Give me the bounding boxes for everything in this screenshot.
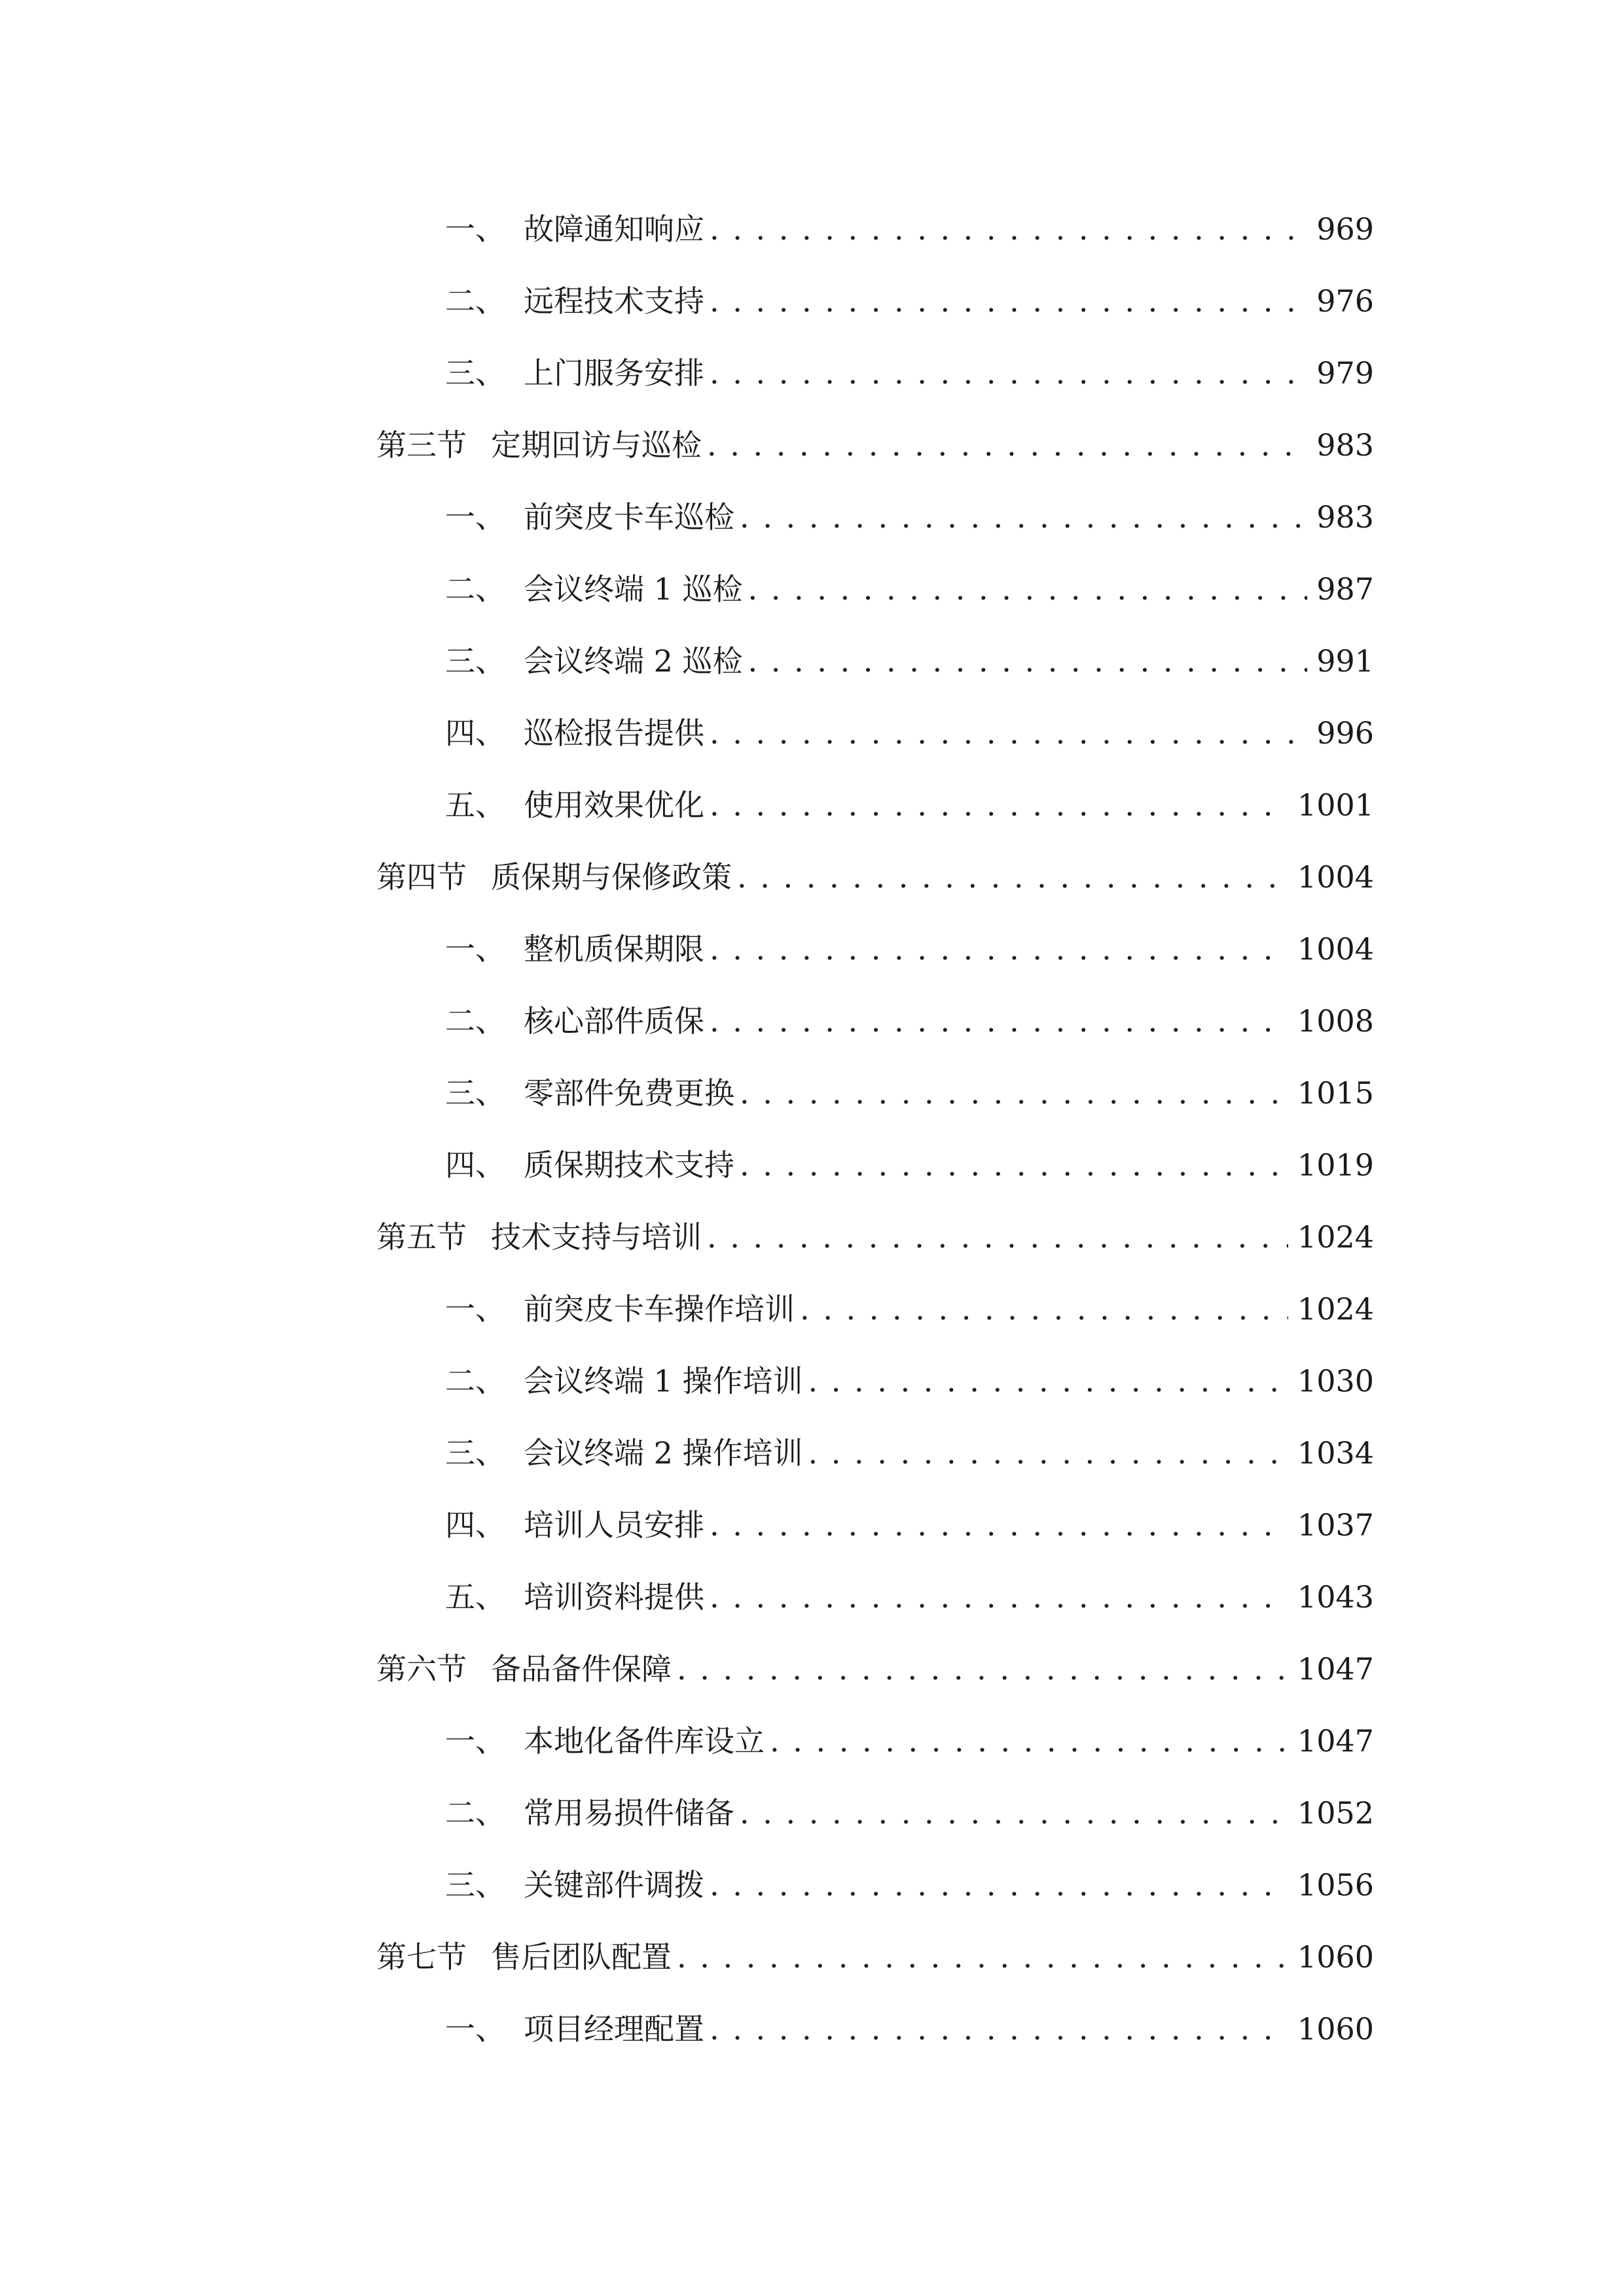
dot-leader [710,1571,1288,1623]
toc-entry-title: 关键部件调拨 [524,1867,704,1903]
toc-entry-title: 常用易损件储备 [524,1795,734,1831]
dot-leader [677,1643,1288,1695]
toc-entry-number: 三、 [445,643,505,679]
toc-entry-title: 培训人员安排 [524,1507,704,1543]
dot-leader [710,203,1307,255]
toc-entry-title: 核心部件质保 [524,1003,704,1039]
toc-entry-number: 第四节 [376,859,467,895]
toc-entry[interactable] [445,1715,1374,1767]
dot-leader [808,1355,1288,1407]
toc-entry[interactable] [445,1499,1374,1551]
dot-leader [707,1211,1288,1263]
dot-leader [710,1859,1288,1911]
dot-leader [710,347,1307,399]
toc-entry-number: 四、 [445,1147,505,1183]
toc-entry-title: 培训资料提供 [524,1579,704,1615]
dot-leader [740,1139,1288,1191]
toc-entry-number: 五、 [445,787,505,823]
toc-entry-page: 1015 [1297,1075,1374,1111]
dot-leader [808,1427,1288,1479]
dot-leader [800,1283,1288,1335]
toc-entry-number: 三、 [445,1867,505,1903]
toc-entry-number: 第六节 [376,1651,467,1687]
toc-section[interactable] [376,851,1374,903]
toc-entry-title: 远程技术支持 [524,283,704,319]
toc-entry-number: 三、 [445,1075,505,1111]
toc-entry-number: 二、 [445,1003,505,1039]
dot-leader [740,491,1307,543]
toc-entry-page: 983 [1316,499,1374,535]
toc-entry-number: 一、 [445,499,505,535]
toc-entry-title: 本地化备件库设立 [524,1723,765,1759]
toc-entry-number: 二、 [445,1363,505,1399]
toc-entry[interactable] [445,1067,1374,1119]
toc-entry-page: 1030 [1297,1363,1374,1399]
toc-entry[interactable] [445,275,1374,327]
toc-entry-title: 技术支持与培训 [491,1219,702,1255]
toc-entry-title: 故障通知响应 [524,211,704,247]
toc-entry-page: 1047 [1297,1651,1374,1687]
toc-entry-number: 一、 [445,1723,505,1759]
toc-entry-page: 1001 [1297,787,1374,823]
toc-entry-page: 1037 [1297,1507,1374,1543]
toc-entry-number: 一、 [445,2011,505,2047]
toc-entry-title: 质保期与保修政策 [491,859,732,895]
toc-entry[interactable] [445,1355,1374,1407]
toc-section[interactable] [376,1211,1374,1263]
toc-entry-title: 整机质保期限 [524,931,704,967]
toc-entry-page: 1043 [1297,1579,1374,1615]
toc-entry-title: 质保期技术支持 [524,1147,734,1183]
toc-entry[interactable] [445,563,1374,615]
toc-entry[interactable] [445,1427,1374,1479]
dot-leader [710,275,1307,327]
toc-entry-page: 976 [1316,283,1374,319]
dot-leader [710,923,1288,975]
toc-entry[interactable] [445,2003,1374,2055]
toc-entry-number: 二、 [445,283,505,319]
toc-entry-title: 巡检报告提供 [524,715,704,751]
toc-entry-title: 上门服务安排 [524,355,704,391]
toc-entry-number: 一、 [445,931,505,967]
toc-entry-title: 使用效果优化 [524,787,704,823]
toc-entry-number: 二、 [445,571,505,607]
dot-leader [740,1067,1288,1119]
toc-entry-page: 1060 [1297,1939,1374,1975]
toc-entry-number: 四、 [445,715,505,751]
toc-entry-page: 1056 [1297,1867,1374,1903]
toc-entry[interactable] [445,635,1374,687]
toc-entry-title: 前突皮卡车巡检 [524,499,734,535]
dot-leader [710,995,1288,1047]
toc-entry-page: 1024 [1297,1291,1374,1327]
toc-entry-title: 备品备件保障 [491,1651,672,1687]
toc-entry-page: 1047 [1297,1723,1374,1759]
toc-entry-title: 会议终端 1 巡检 [524,571,743,607]
toc-entry-number: 二、 [445,1795,505,1831]
dot-leader [710,779,1288,831]
toc-entry-title: 前突皮卡车操作培训 [524,1291,795,1327]
toc-entry-number: 第五节 [376,1219,467,1255]
toc-entry[interactable] [445,1787,1374,1839]
toc-entry-number: 第七节 [376,1939,467,1975]
toc-entry[interactable] [445,995,1374,1047]
dot-leader [748,563,1308,615]
toc-entry-page: 1008 [1297,1003,1374,1039]
toc-section[interactable] [376,1931,1374,1983]
dot-leader [737,851,1288,903]
toc-section[interactable] [376,419,1374,471]
toc-entry[interactable] [445,1571,1374,1623]
dot-leader [710,1499,1288,1551]
toc-entry-page: 969 [1316,211,1374,247]
toc-entry[interactable] [445,707,1374,759]
dot-leader [748,635,1308,687]
toc-entry-title: 会议终端 2 巡检 [524,643,743,679]
toc-entry-page: 979 [1316,355,1374,391]
toc-entry-number: 第三节 [376,427,467,463]
toc-entry[interactable] [445,923,1374,975]
toc-entry-page: 983 [1316,427,1374,463]
toc-entry-number: 一、 [445,1291,505,1327]
toc-entry[interactable] [445,1859,1374,1911]
toc-entry-page: 987 [1316,571,1374,607]
toc-entry-title: 项目经理配置 [524,2011,704,2047]
dot-leader [770,1715,1288,1767]
dot-leader [710,707,1307,759]
toc-entry-page: 991 [1316,643,1374,679]
toc-entry-number: 四、 [445,1507,505,1543]
toc-entry[interactable] [445,491,1374,543]
toc-entry-title: 定期回访与巡检 [491,427,702,463]
toc-entry-page: 1052 [1297,1795,1374,1831]
dot-leader [710,2003,1288,2055]
toc-section[interactable] [376,1643,1374,1695]
toc-entry-page: 1024 [1297,1219,1374,1255]
toc-entry-page: 1004 [1297,859,1374,895]
toc-entry[interactable] [445,779,1374,831]
toc-entry[interactable] [445,203,1374,255]
toc-entry-title: 售后团队配置 [491,1939,672,1975]
toc-entry-page: 996 [1316,715,1374,751]
toc-entry-number: 三、 [445,1435,505,1471]
toc-entry-number: 一、 [445,211,505,247]
toc-entry-page: 1060 [1297,2011,1374,2047]
toc-entry-page: 1034 [1297,1435,1374,1471]
toc-entry-page: 1019 [1297,1147,1374,1183]
toc-entry-number: 五、 [445,1579,505,1615]
toc-entry[interactable] [445,1139,1374,1191]
toc-entry-page: 1004 [1297,931,1374,967]
dot-leader [677,1931,1288,1983]
toc-entry-number: 三、 [445,355,505,391]
toc-entry-title: 会议终端 2 操作培训 [524,1435,803,1471]
toc-entry[interactable] [445,347,1374,399]
dot-leader [740,1787,1288,1839]
toc-entry-title: 零部件免费更换 [524,1075,734,1111]
toc-entry[interactable] [445,1283,1374,1335]
dot-leader [707,419,1307,471]
toc-entry-title: 会议终端 1 操作培训 [524,1363,803,1399]
